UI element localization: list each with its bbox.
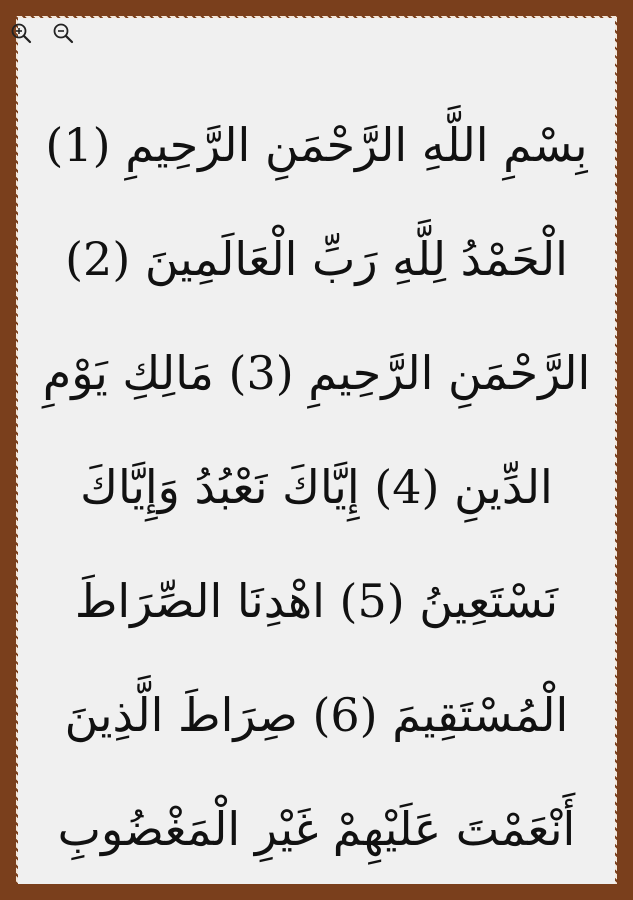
verse-line: الرَّحْمَنِ الرَّحِيمِ (3) مَالِكِ يَوْمِ xyxy=(42,346,591,400)
verse-line: أَنْعَمْتَ عَلَيْهِمْ غَيْرِ الْمَغْضُوبِ xyxy=(57,802,576,856)
zoom-out-icon xyxy=(52,22,74,44)
verse-line: الدِّينِ (4) إِيَّاكَ نَعْبُدُ وَإِيَّاكَ xyxy=(80,460,553,514)
verses-block xyxy=(18,88,615,884)
verse-line: بِسْمِ اللَّهِ الرَّحْمَنِ الرَّحِيمِ (1) xyxy=(45,118,588,172)
zoom-controls xyxy=(10,22,74,44)
zoom-in-button[interactable] xyxy=(10,22,32,44)
zoom-in-icon xyxy=(10,22,32,44)
verse-line: نَسْتَعِينُ (5) اهْدِنَا الصِّرَاطَ xyxy=(74,574,559,628)
verse-line: الْحَمْدُ لِلَّهِ رَبِّ الْعَالَمِينَ (2) xyxy=(65,232,568,286)
verse-line: الْمُسْتَقِيمَ (6) صِرَاطَ الَّذِينَ xyxy=(64,688,569,742)
quran-page[interactable] xyxy=(18,18,615,884)
zoom-out-button[interactable] xyxy=(52,22,74,44)
